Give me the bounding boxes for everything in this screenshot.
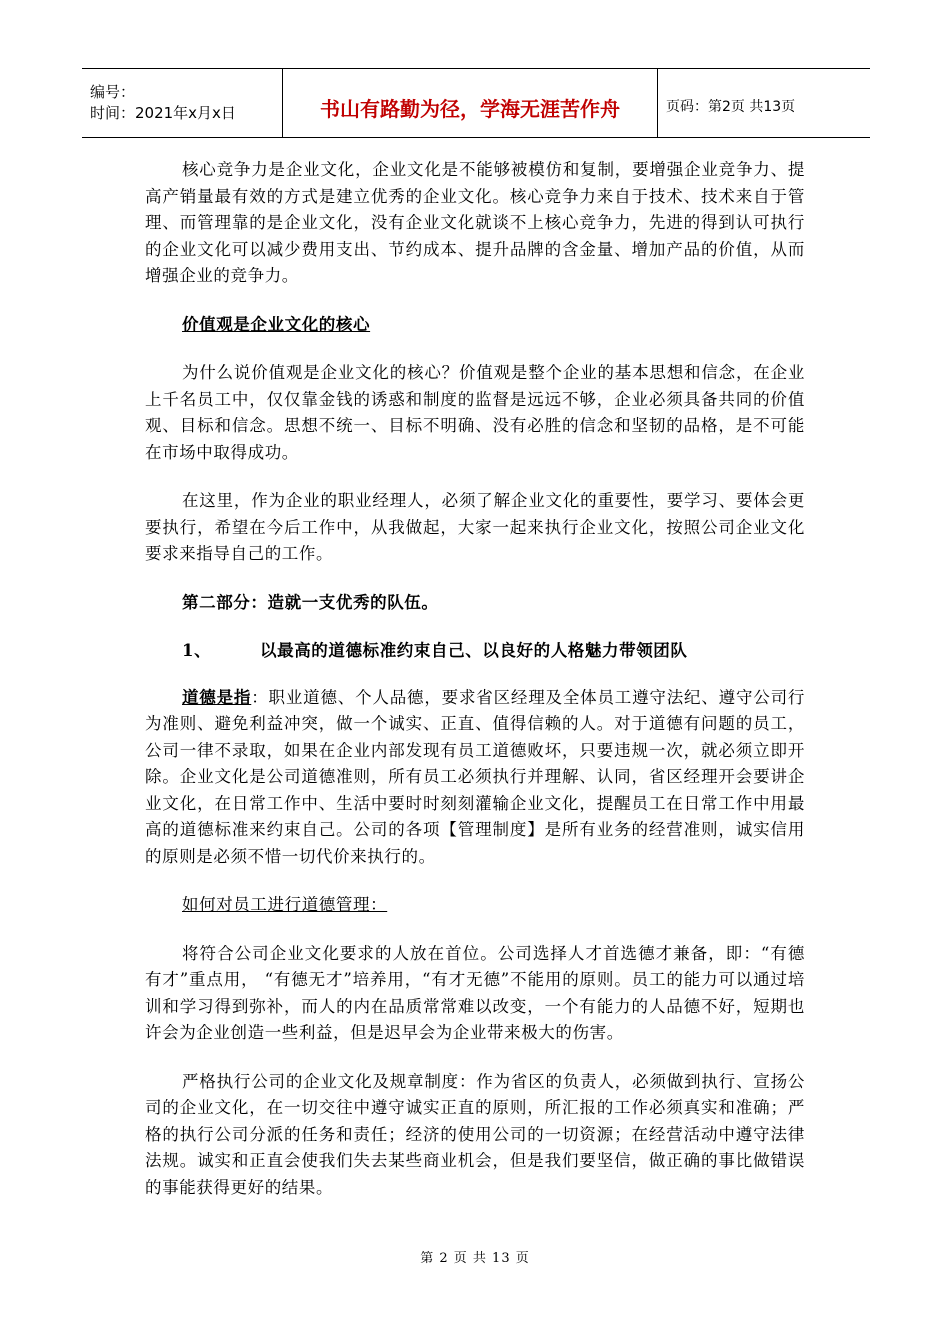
- motto-text: 书山有路勤为径，学海无涯苦作舟: [320, 96, 620, 121]
- paragraph-manager-role: 在这里，作为企业的职业经理人，必须了解企业文化的重要性，要学习、要体会更要执行，希望在今后工作中，从我做起，大家一起来执行企业文化，按照公司企业文化要求来指导自己的工作。: [145, 491, 805, 563]
- section-heading-moral-management: 如何对员工进行道德管理：: [182, 895, 388, 914]
- section-heading-part-two: 第二部分：造就一支优秀的队伍。: [182, 592, 439, 612]
- paragraph-core-competitiveness: 核心竞争力是企业文化，企业文化是不能够被模仿和复制，要增强企业竞争力、提高产销量最有效的方式是建立优秀的企业文化。核心竞争力来自于技术、技术来自于管理、而管理靠的是企业文化，没有企业文化就谈不上核心竞争力，先进的得到认可执行的企业文化可以减少费用支出、节约成本、提升品牌的含金量、增加产品的价值，从而增强企业的竞争力。: [145, 160, 805, 285]
- date-line: 时间：2021年x月x日: [90, 104, 236, 122]
- document-body: [145, 157, 805, 1223]
- paragraph-morality: [145, 685, 805, 871]
- page-footer: 第 2 页 共 13 页: [420, 1251, 530, 1266]
- paragraph-talent-selection: 将符合公司企业文化要求的人放在首位。公司选择人才首选德才兼备，即：“有德有才”重点用， “有德无才”培养用，“有才无德”不能用的原则。员工的能力可以通过培训和学习得到弥补，而人的内在品质常常难以改变，一个有能力的人品德不好，短期也许会为企业创造一些利益，但是迟早会为企业带来极大的伤害。: [145, 943, 805, 1042]
- numbered-item-1: [182, 638, 805, 665]
- page-header: [82, 68, 870, 138]
- header-motto: [283, 69, 658, 137]
- header-page-info: [658, 69, 870, 137]
- page-info-text: 页码：第2页 共13页: [666, 99, 796, 115]
- paragraph-values: 为什么说价值观是企业文化的核心？价值观是整个企业的基本思想和信念，在企业上千名员工中，仅仅靠金钱的诱惑和制度的监督是远远不够，企业必须具备共同的价值观、目标和信念。思想不统一、目标不明确、没有必胜的信念和坚韧的品格，是不可能在市场中取得成功。: [145, 363, 805, 462]
- morality-lead: 道德是指: [182, 687, 252, 707]
- paragraph-rules-execution: 严格执行公司的企业文化及规章制度：作为省区的负责人，必须做到执行、宣扬公司的企业文化，在一切交往中遵守诚实正直的原则，所汇报的工作必须真实和准确；严格的执行公司分派的任务和责任；经济的使用公司的一切资源；在经营活动中遵守法律法规。诚实和正直会使我们失去某些商业机会，但是我们要坚信，做正确的事比做错误的事能获得更好的结果。: [145, 1071, 805, 1197]
- item-text: 以最高的道德标准约束自己、以良好的人格魅力带领团队: [260, 641, 688, 660]
- code-label: 编号：: [90, 83, 136, 101]
- morality-rest: ：职业道德、个人品德，要求省区经理及全体员工遵守法纪、遵守公司行为准则、避免利益冲突，做一个诚实、正直、值得信赖的人。对于道德有问题的员工，公司一律不录取，如果在企业内部发现有员工道德败坏，只要违规一次，就必须立即开除。企业文化是公司道德准则，所有员工必须执行并理解、认同，省区经理开会要讲企业文化，在日常工作中、生活中要时时刻刻灌输企业文化，提醒员工在日常工作中用最高的道德标准来约束自己。公司的各项【管理制度】是所有业务的经营准则，诚实信用的原则是必须不惜一切代价来执行的。: [145, 687, 805, 866]
- header-meta: [82, 69, 283, 137]
- item-number: 1、: [182, 641, 212, 660]
- section-heading-values: 价值观是企业文化的核心: [182, 314, 371, 334]
